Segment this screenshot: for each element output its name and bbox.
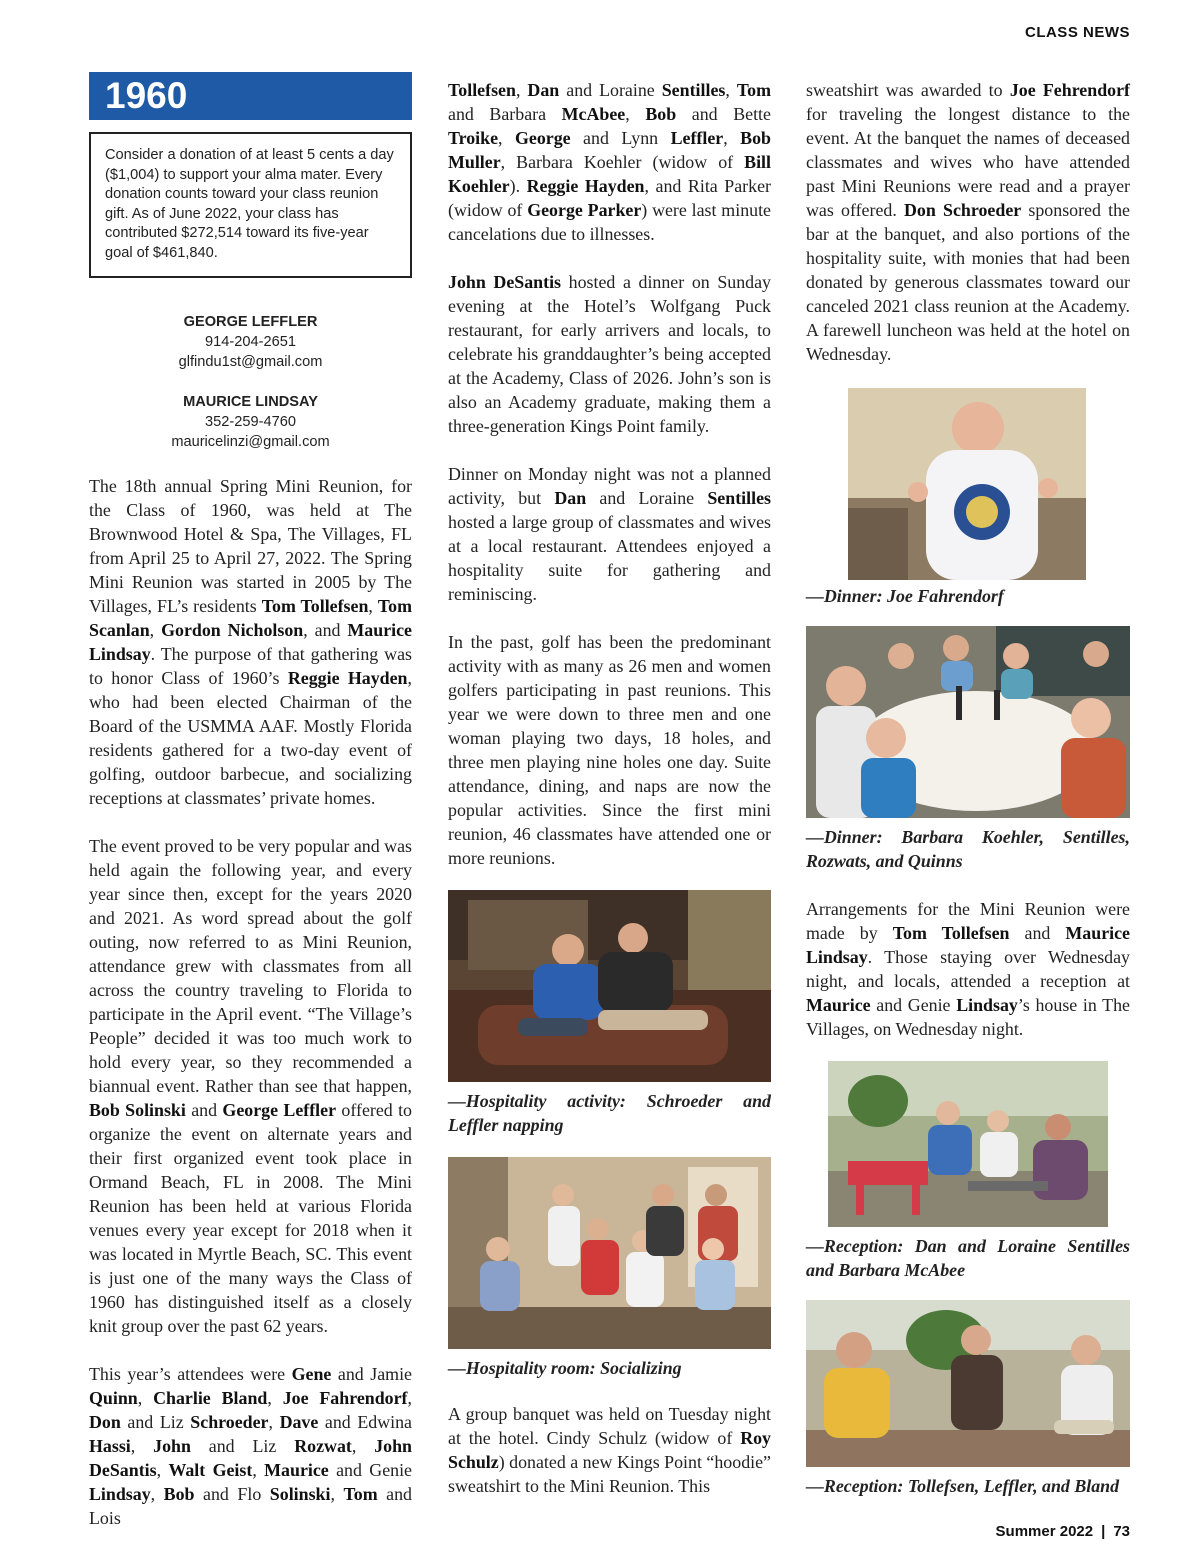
article-paragraph: The event proved to be very popular and was held again the following year, and every year since then, except for the years 2020 and 2021. As word spread about the golf outing, now referred to as Mini Reunion, attendance grew with classmates from all across the country traveling to Florida to participate in the April event. “The Village’s People” decided it was too much work to hold every year, so they recommended a biannual event. Rather than see that happen, Bob Solinski and George Leffler offered to organize the event on alternate years and their first organized event took place in Ormand Beach, FL in 2008. The Mini Reunion has been held at various Florida venues every year except for 2018 when it was located in Myrtle Beach, SC. This event is just one of the many ways the Class of 1960 has distinguished itself as a closely knit group over the past 62 years. [89,835,412,1336]
column-3 [806,78,1130,1498]
issue-label: Summer 2022 [995,1523,1094,1540]
photo-caption: —Dinner: Barbara Koehler, Sentilles, Rozwats, and Quinns [806,827,1130,871]
page-number: 73 [1113,1523,1130,1540]
article-paragraph: This year’s attendees were Gene and Jamie Quinn, Charlie Bland, Joe Fahrendorf, Don and Liz Schroeder, Dave and Edwina Hassi, John and Liz Rozwat, John DeSantis, Walt Geist, Maurice and Genie Lindsay, Bob and Flo Solinski, Tom and Lois [89,1363,413,1528]
article-paragraph: In the past, golf has been the predominant activity with as many as 26 men and women golfers participating in past reunions. This year we were down to three men and one woman playing two days, 18 holes, and three men playing nine holes one day. Suite attendance, dining, and naps are now the popular activities. Since the first mini reunion, 46 classmates have attended one or more reunions. [448,632,771,868]
photo-dinner-group [806,626,1130,818]
photo-caption: —Reception: Tollefsen, Leffler, and Bland [806,1476,1120,1496]
contact-george-leffler [89,312,412,372]
contact-name: GEORGE LEFFLER [183,313,318,330]
photo-caption: —Dinner: Joe Fahrendorf [806,586,1004,606]
photo-dinner-joe [848,388,1086,580]
photo-caption: —Hospitality room: Socializing [448,1358,682,1378]
column-1 [89,75,413,1530]
article-paragraph: Arrangements for the Mini Reunion were made by Tom Tollefsen and Maurice Lindsay. Those staying over Wednesday night, and locals, attended a reception at Maurice and Genie Lindsay’s house in The Villages, on Wednesday night. [806,899,1130,1039]
article-paragraph: sweatshirt was awarded to Joe Fehrendorf for traveling the longest distance to the event. At the banquet the names of deceased classmates and wives who have attended past Mini Reunions were read and a prayer was offered. Don Schroeder sponsored the bar at the banquet, and also portions of the hospitality suite, with monies that had been donated by generous classmates toward our canceled 2021 class reunion at the Academy. A farewell luncheon was held at the hotel on Wednesday. [806,80,1130,364]
article-paragraph: A group banquet was held on Tuesday night at the hotel. Cindy Schulz (widow of Roy Schulz) donated a new Kings Point “hoodie” sweatshirt to the Mini Reunion. This [448,1404,771,1496]
photo-hospitality-room [448,1157,771,1349]
photo-caption: —Reception: Dan and Loraine Sentilles and Barbara McAbee [806,1236,1130,1280]
photo-caption: —Hospitality activity: Schroeder and Leffler napping [448,1091,771,1135]
article-paragraph: The 18th annual Spring Mini Reunion, for the Class of 1960, was held at The Brownwood Hotel & Spa, The Villages, FL from April 25 to April 27, 2022. The Spring Mini Reunion was started in 2005 by The Villages, FL’s residents Tom Tollefsen, Tom Scanlan, Gordon Nicholson, and Maurice Lindsay. The purpose of that gathering was to honor Class of 1960’s Reggie Hayden, who had been elected Chairman of the Board of the USMMA AAF. Mostly Florida residents gathered for a two-day event of golfing, outdoor barbecue, and socializing receptions at classmates’ private homes. [89,475,413,808]
contact-phone: 914-204-2651 [205,333,296,350]
photo-reception-tollefsen [806,1300,1130,1467]
contact-phone: 352-259-4760 [205,413,296,430]
article-paragraph: John DeSantis hosted a dinner on Sunday evening at the Hotel’s Wolfgang Puck restaurant, for early arrivers and locals, to celebrate his granddaughter’s being accepted at the Academy, Class of 2026. John’s son is also an Academy graduate, making them a three-generation Kings Point family. [448,272,771,436]
contact-email[interactable]: mauricelinzi@gmail.com [171,433,330,450]
contact-name: MAURICE LINDSAY [183,393,318,410]
article-paragraph: Dinner on Monday night was not a planned activity, but Dan and Loraine Sentilles hosted a large group of classmates and wives at a local restaurant. Attendees enjoyed a hospitality suite for gathering and reminiscing. [448,464,771,604]
section-label: CLASS NEWS [1024,24,1130,41]
column-2 [448,78,771,1498]
donation-box: Consider a donation of at least 5 cents a day ($1,004) to support your alma mater. Every donation counts toward your class reunion gift. As of June 2022, your class has contributed $272,514 toward its five-year goal of $461,840. [89,132,412,278]
page-footer [996,1523,1130,1540]
photo-reception-sentilles [828,1061,1108,1227]
article-paragraph: Tollefsen, Dan and Loraine Sentilles, Tom and Barbara McAbee, Bob and Bette Troike, George and Lynn Leffler, Bob Muller, Barbara Koehler (widow of Bill Koehler). Reggie Hayden, and Rita Parker (widow of George Parker) were last minute cancelations due to illnesses. [448,80,772,244]
footer-separator: | [1101,1523,1106,1540]
contact-email[interactable]: glfindu1st@gmail.com [178,353,323,370]
class-year-banner: 1960 [89,72,412,120]
photo-hospitality-napping [448,890,771,1082]
contact-maurice-lindsay [89,392,412,452]
